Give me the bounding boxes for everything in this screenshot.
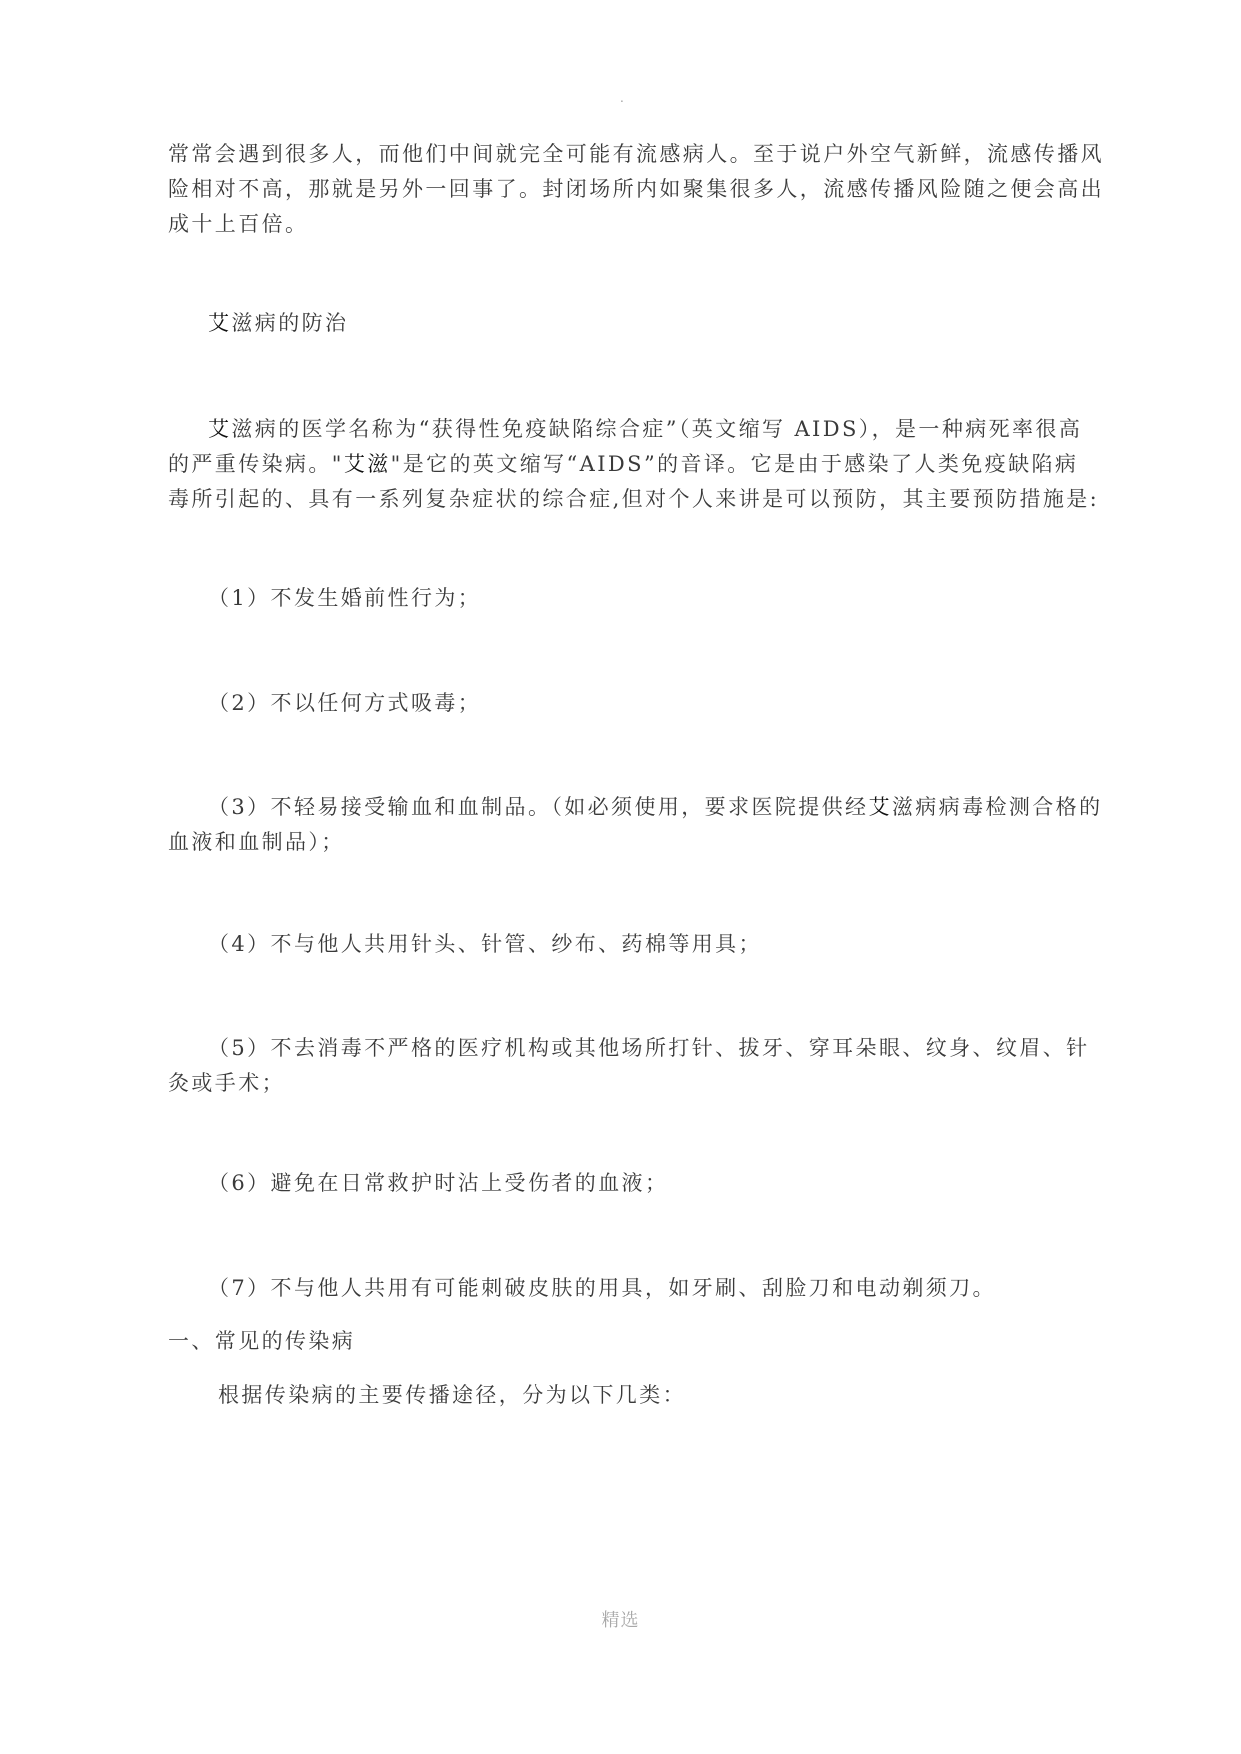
measure-4 (208, 927, 762, 962)
measure-5 (168, 1031, 1090, 1101)
definition-line-2-a: 的严重传染病。" (168, 452, 344, 476)
heading-first-char: 艾 (208, 311, 232, 335)
page-footer: 精选 (601, 1610, 640, 1631)
measure-7-text: （7）不与他人共用有可能刺破皮肤的用具，如牙刷、刮脸刀和电动剃须刀。 (208, 1276, 996, 1300)
definition-line-2-c: "是它的英文缩写“AIDS”的音译。它是由于感染了人类免疫缺陷病 (390, 452, 1079, 476)
definition-line-3: 毒所引起的、具有一系列复杂症状的综合症,但对个人来讲是可以预防，其主要预防措施是: (168, 487, 1100, 511)
definition-first-char: 艾 (208, 417, 232, 441)
measure-3 (168, 790, 1102, 860)
definition-line-2-b: 艾滋 (343, 452, 391, 476)
measure-2 (208, 686, 481, 721)
section-title (168, 1324, 355, 1359)
section-intro (218, 1378, 686, 1413)
page-header-dot: . (620, 91, 624, 105)
measure-3-line-1 (168, 790, 1102, 825)
definition-line-2 (168, 447, 1099, 482)
definition-line-1 (168, 412, 1099, 447)
intro-line-3: 成十上百倍。 (168, 212, 309, 236)
measure-6 (208, 1166, 668, 1201)
measure-3-line-1-a: （3）不轻易接受输血和血制品。（如必须使用，要求医院提供经 (208, 795, 869, 819)
measure-5-line-1: （5）不去消毒不严格的医疗机构或其他场所打针、拔牙、穿耳朵眼、纹身、纹眉、针 (208, 1036, 1090, 1060)
measure-1-text: （1）不发生婚前性行为； (208, 586, 482, 610)
intro-paragraph (168, 137, 1104, 242)
measure-2-text: （2）不以任何方式吸毒； (208, 691, 482, 715)
heading-rest: 滋病的防治 (231, 311, 349, 335)
section-title-text: 一、常见的传染病 (168, 1329, 356, 1353)
intro-line-1: 常常会遇到很多人，而他们中间就完全可能有流感病人。至于说户外空气新鲜，流感传播风 (168, 142, 1104, 166)
definition-line-1-text: 滋病的医学名称为“获得性免疫缺陷综合症”（英文缩写 AIDS），是一种病死率很高 (231, 417, 1083, 441)
definition-paragraph (168, 412, 1099, 517)
section-intro-text: 根据传染病的主要传播途径，分为以下几类： (218, 1383, 686, 1407)
measure-3-line-2: 血液和血制品）； (168, 830, 345, 854)
measure-1 (208, 581, 481, 616)
section-heading (208, 306, 348, 341)
intro-line-2: 险相对不高，那就是另外一回事了。封闭场所内如聚集很多人，流感传播风险随之便会高出 (168, 177, 1104, 201)
measure-3-line-1-c: 滋病病毒检测合格的 (891, 795, 1103, 819)
measure-7 (208, 1271, 996, 1306)
measure-6-text: （6）避免在日常救护时沾上受伤者的血液； (208, 1171, 669, 1195)
measure-5-line-2: 灸或手术； (168, 1071, 285, 1095)
measure-3-line-1-b: 艾 (868, 795, 892, 819)
measure-4-text: （4）不与他人共用针头、针管、纱布、药棉等用具； (208, 932, 762, 956)
